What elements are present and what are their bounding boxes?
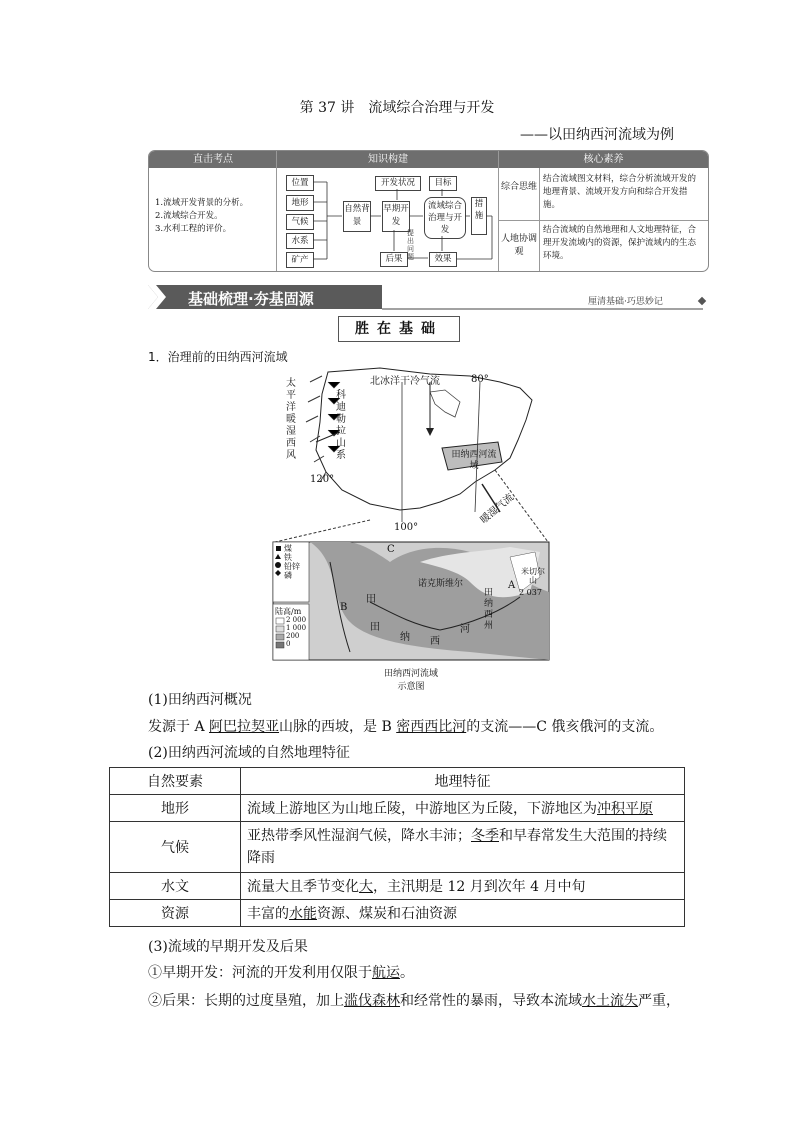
features-table [109,767,685,927]
table-key: 水文 [110,873,241,900]
legend-elev-title: 陆高/m [275,607,302,616]
exam-point: 1.流域开发背景的分析。 [155,198,249,208]
diagram-arrows [149,151,499,271]
col-head-knowledge: 知识构建 [368,154,408,165]
section-heading: 1．治理前的田纳西河流域 [148,350,288,364]
status-box: 开发状况 [375,176,421,191]
label-knoxville: 诺克斯维尔 [418,579,464,589]
factor-box: 水系 [286,233,314,249]
factor-box: 位置 [286,175,314,191]
label-river-4: 西 [430,636,440,647]
table-header-cell: 地理特征 [241,768,685,795]
label-c: C [387,544,395,555]
factor-box: 气候 [286,214,314,230]
table-key: 地形 [110,795,241,822]
overview-table [148,150,709,272]
exam-point: 3.水利工程的评价。 [155,224,232,234]
label-lon100: 100° [394,522,419,533]
effect-box: 效果 [429,252,457,267]
table-header-row [110,768,685,795]
page-subtitle: ——以田纳西河流域为例 [520,127,674,143]
label-arctic: 北冰洋干冷气流 [370,376,440,387]
after-box: 后果 [380,252,408,267]
measures-box: 措施 [471,197,487,235]
table-value: 丰富的水能资源、煤炭和石油资源 [241,900,685,927]
label-b: B [340,602,348,613]
label-mitchell: 米切尔山 [521,567,545,585]
map-svg [270,362,552,662]
table-value: 流域上游地区为山地丘陵，中游地区为丘陵，下游地区为冲积平原 [241,795,685,822]
p1-text: 发源于 A 阿巴拉契亚山脉的西坡，是 B 密西西比河的支流——C 俄亥俄河的支流。 [148,719,664,735]
p3-item1: ①早期开发：河流的开发利用仅限于航运。 [148,965,414,981]
literacy-desc: 结合流域的自然地理和人文地理特征，合理开发流域内的资源，保护流域内的生态环境。 [543,225,697,261]
natural-box: 自然背景 [343,201,371,232]
col-head-literacy: 核心素养 [583,154,624,165]
factor-box: 矿产 [286,252,314,268]
goal-box: 目标 [429,176,457,191]
early-box: 早期开发 [382,201,410,232]
literacy-name: 综合思维 [501,182,538,192]
table-value: 流量大且季节变化大，主汛期是 12 月到次年 4 月中旬 [241,873,685,900]
legend-coal: 煤 [284,544,292,553]
label-a: A [508,580,516,591]
page-title: 第 37 讲 流域综合治理与开发 [299,100,495,116]
table-value: 亚热带季风性湿润气候，降水丰沛；冬季和早春常发生大范围的持续降雨 [241,822,685,873]
table-row [110,900,685,927]
legend-leadzinc: 铅锌 [284,562,300,571]
p2-title: (2)田纳西河流域的自然地理特征 [148,745,350,761]
sub-banner: 胜在基础 [338,316,460,342]
section-banner [148,285,708,311]
arrow-label: 提出问题 [407,229,414,261]
map-caption: 田纳西河流域示意图 [383,669,438,692]
map-figure [270,362,552,692]
table-row [110,873,685,900]
literacy-desc: 结合流域图文材料，综合分析流域开发的地理背景、流域开发方向和综合开发措施。 [543,174,697,210]
legend-iron: 铁 [284,553,292,562]
label-mitchell-height: 2 037 [519,588,542,597]
table-row [110,795,685,822]
table-row [110,822,685,873]
label-river-3: 纳 [400,632,410,643]
table-key: 气候 [110,822,241,873]
label-tva: 田纳西河流域 [451,450,497,471]
legend-phosphorus: 磷 [284,571,292,580]
label-rocky: 科迪勒拉山系 [336,390,346,461]
answer-underline: 阿巴拉契亚 [209,719,280,735]
literacy-name: 人地协调观 [501,234,538,257]
answer-underline: 密西西比河 [396,719,467,735]
p3-title: (3)流域的早期开发及后果 [148,939,308,955]
label-lon80: 80° [471,374,489,385]
label-tn-state: 田纳西州 [484,588,494,631]
label-river-1: 田 [366,594,376,605]
exam-point: 2.流域综合开发。 [155,211,223,221]
center-box: 流域综合治理与开发 [424,197,466,239]
p1-title: (1)田纳西河概况 [148,692,252,708]
label-river-5: 河 [460,624,470,635]
col-head-points: 直击考点 [193,154,233,165]
p3-item2: ②后果：长期的过度垦殖，加上滥伐森林和经常性的暴雨，导致本流域水土流失严重， [148,993,680,1009]
label-pacific: 太平洋暖湿西风 [286,378,296,461]
factor-box: 地形 [286,195,314,211]
label-warm: 暖湿气流 [478,491,517,527]
label-lon120: 120° [310,474,335,485]
table-key: 资源 [110,900,241,927]
banner-right: 厘清基础·巧思妙记 [588,297,663,307]
legend-elev-values: 2 000 1 000 200 0 [286,616,307,648]
label-river-2: 田 [370,622,380,633]
banner-label: 基础梳理·夯基固源 [188,290,314,308]
table-header-cell: 自然要素 [110,768,241,795]
